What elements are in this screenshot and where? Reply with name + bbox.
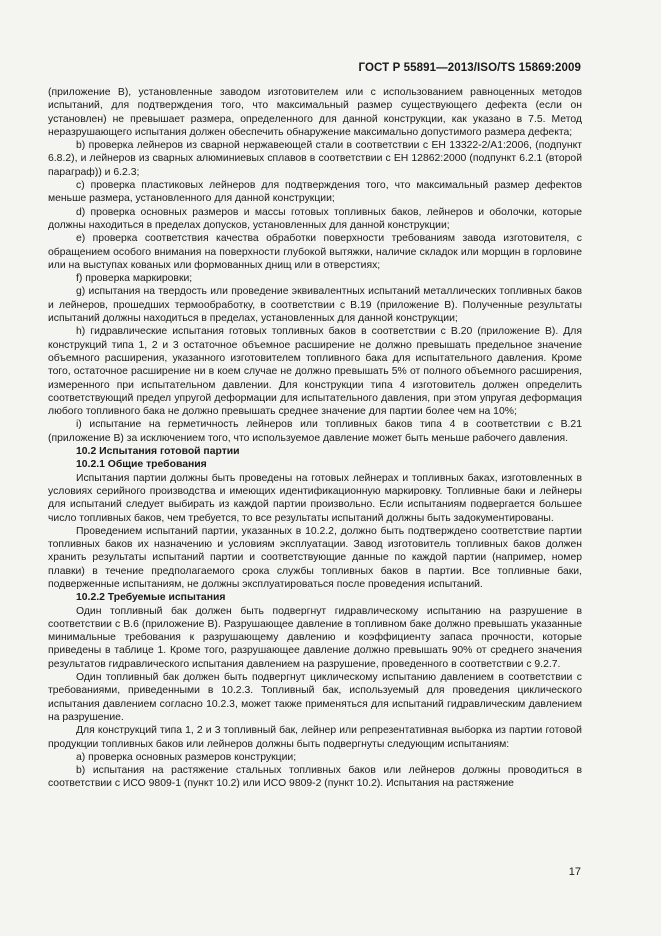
document-body [48,86,582,791]
paragraph: Один топливный бак должен быть подвергнут гидравлическому испытанию на разрушение в соответствии с В.6 (приложение В). Разрушающее давление в топливном баке должно превышать указанные минимальные требования к разрушающему давлению и коэффициенту запаса прочности, которые приведены в таблице 1. Кроме того, разрушающее давление должно превышать 90% от среднего значения результатов гидравлического испытания давлением на разрушение, проведенного в соответствии с 9.2.7. [48,605,582,670]
paragraph: Проведением испытаний партии, указанных в 10.2.2, должно быть подтверждено соответствие партии топливных баков их назначению и условиям эксплуатации. Завод изготовитель топливных баков должен хранить результаты испытаний партии и соответствующие данные по каждой партии (например, номер плавки) в течение предполагаемого срока службы топливных баков в партии. Все топливные баки, подверженные испытаниям, не должны эксплуатироваться после проведения испытаний. [48,525,582,590]
paragraph: i) испытание на герметичность лейнеров или топливных баков типа 4 в соответствии с В.21 (приложение В) за исключением того, что используемое давление может быть меньше рабочего давления. [48,419,582,444]
paragraph: (приложение В), установленные заводом изготовителем или с использованием равноценных методов испытаний, для подтверждения того, что максимальный размер существующего дефекта (если он установлен) не превышает размера, определенного для данной конструкции, как указано в 7.5. Метод неразрушающего испытания должен обеспечить обнаружение максимально допустимого размера дефекта; [48,87,582,138]
section-heading: 10.2 Испытания готовой партии [76,446,240,458]
paragraph: f) проверка маркировки; [76,273,193,285]
paragraph: b) проверка лейнеров из сварной нержавеющей стали в соответствии с ЕН 13322-2/А1:2006, (подпункт 6.8.2), и лейнеров из сварных алюминиевых сплавов в соответствии с ЕН 12862:2000 (подпункт 6.2.1 (второй параграф)) и 6.2.3; [48,140,582,178]
paragraph: g) испытания на твердость или проведение эквивалентных испытаний металлических топливных баков и лейнеров, прошедших термообработку, в соответствии с В.19 (приложение В). Полученные результаты испытаний должны находиться в пределах, установленных для данной конструкции; [48,286,582,325]
paragraph: Испытания партии должны быть проведены на готовых лейнерах и топливных баках, изготовленных в условиях серийного производства и имеющих идентификационную маркировку. Топливные баки и лейнеры для испытаний следует выбирать из каждой партии произвольно. Если испытаниям подвергается большее число топливных баков, чем требуется, то все результаты испытаний должны быть задокументированы. [48,472,582,524]
paragraph: h) гидравлические испытания готовых топливных баков в соответствии с В.20 (приложение В). Для конструкций типа 1, 2 и 3 остаточное объемное расширение не должно превышать предельное значение объемного расширения, указанного изготовителем топливного бака для испытательного давления. Кроме того, остаточное расширение ни в коем случае не должно превышать 5% от полного объемного расширения, измеренного при испытательном давлении. Для конструкции типа 4 изготовитель должен определить соответствующий предел упругой деформации для испытательного давления, при этом упругая деформация любого топливного бака не должно превышать среднее значение для партии более чем на 10%; [48,326,582,418]
paragraph: Для конструкций типа 1, 2 и 3 топливный бак, лейнер или репрезентативная выборка из партии готовой продукции топливных баков или лейнеров должны быть подвергнуты следующим испытаниям: [48,725,582,750]
paragraph: а) проверка основных размеров конструкции; [76,751,297,763]
document-header: ГОСТ Р 55891—2013/ISO/TS 15869:2009 [358,62,581,74]
paragraph: b) испытания на растяжение стальных топливных баков или лейнеров должны проводиться в соответствии с ИСО 9809-1 (пункт 10.2) или ИСО 9809-2 (пункт 10.2). Испытания на растяжение [48,765,582,790]
page-number: 17 [568,866,581,878]
section-heading: 10.2.1 Общие требования [76,459,207,471]
paragraph: c) проверка пластиковых лейнеров для подтверждения того, что максимальный размер дефектов меньше размера, установленного для данной конструкции; [48,180,582,205]
paragraph: e) проверка соответствия качества обработки поверхности требованиям завода изготовителя, с обращением особого внимания на поверхности глубокой вытяжки, наличие складок или морщин в горловине или на выступах кованых или формованных днищ или в отверстиях; [48,233,582,271]
section-heading: 10.2.2 Требуемые испытания [76,592,226,604]
paragraph: d) проверка основных размеров и массы готовых топливных баков, лейнеров и оболочки, которые должны находиться в пределах допусков, установленных для данной конструкции; [48,206,582,231]
paragraph: Один топливный бак должен быть подвергнут циклическому испытанию давлением в соответствии с требованиями, приведенными в 10.2.3. Топливный бак, используемый для проведения циклического испытания давлением согласно 10.2.3, может также применяться для испытаний гидравлическим давлением на разрушение. [48,672,582,723]
